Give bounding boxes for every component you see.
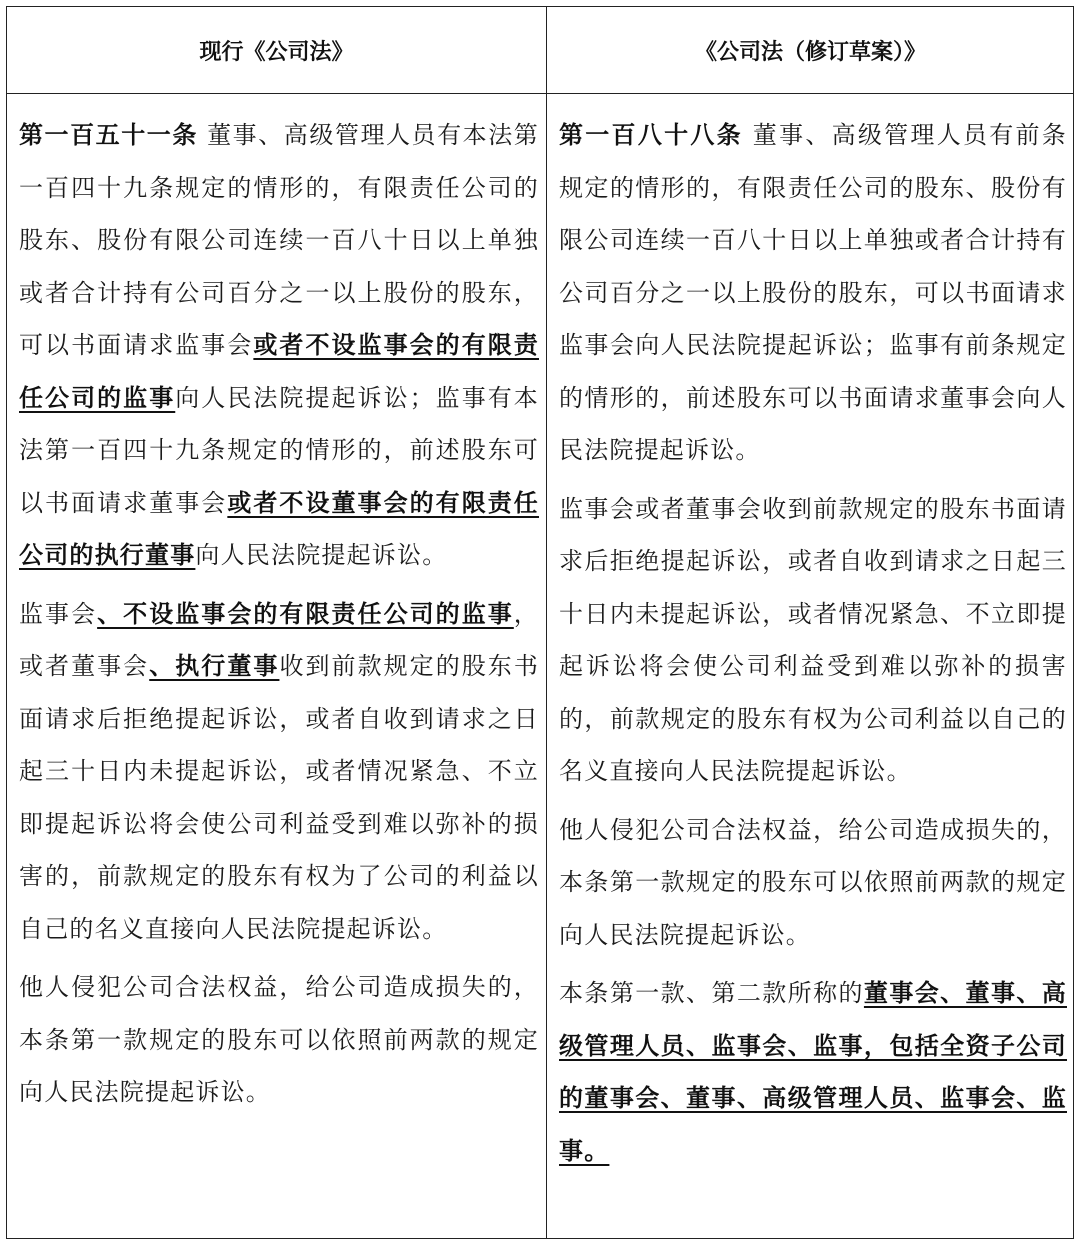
left-p1-highlight-1: 或者不设监事会的有限责任公司的监事 bbox=[19, 330, 539, 412]
draft-law-column bbox=[559, 109, 1067, 1183]
right-paragraph-2: 监事会或者董事会收到前款规定的股东书面请求后拒绝提起诉讼，或者自收到请求之日起三十日内未提起诉讼，或者情况紧急、不立即提起诉讼将会使公司利益受到难以弥补的损害的，前款规定的股东有权为公司利益以自己的名义直接向人民法院提起诉讼。 bbox=[559, 494, 1067, 785]
left-p2-text-1: 监事会 bbox=[19, 599, 98, 628]
left-p1-highlight-2: 或者不设董事会的有限责任公司的执行董事 bbox=[19, 487, 539, 569]
left-p2-highlight-1: 、不设监事会的有限责任公司的监事 bbox=[97, 598, 514, 628]
left-paragraph-3: 他人侵犯公司合法权益，给公司造成损失的，本条第一款规定的股东可以依照前两款的规定向人民法院提起诉讼。 bbox=[19, 973, 539, 1106]
right-article-number: 第一百八十八条 bbox=[559, 120, 743, 149]
table-header-row bbox=[7, 7, 1073, 94]
right-p1-text: 董事、高级管理人员有前条规定的情形的，有限责任公司的股东、股份有限公司连续一百八十日以上单独或者合计持有公司百分之一以上股份的股东，可以书面请求监事会向人民法院提起诉讼；监事有前条规定的情形的，前述股东可以书面请求董事会向人民法院提起诉讼。 bbox=[559, 121, 1067, 464]
left-p2-text-2: ，或者董事会 bbox=[19, 599, 539, 680]
right-p4-text: 本条第一款、第二款所称的 bbox=[559, 979, 864, 1007]
left-p1-text-2: 向人民法院提起诉讼；监事有本法第一百四十九条规定的情形的，前述股东可以书面请求董事会 bbox=[19, 383, 539, 517]
right-paragraph-1 bbox=[559, 109, 1067, 477]
column-divider bbox=[546, 7, 547, 1238]
comparison-table bbox=[6, 6, 1074, 1239]
left-paragraph-2 bbox=[19, 588, 539, 956]
left-article-number: 第一百五十一条 bbox=[19, 120, 198, 149]
left-p1-text-3: 向人民法院提起诉讼。 bbox=[195, 541, 448, 569]
right-paragraph-4 bbox=[559, 967, 1067, 1177]
right-p4-highlight: 董事会、董事、高级管理人员、监事会、监事，包括全资子公司的董事会、董事、高级管理人员、监事会、监事。 bbox=[559, 978, 1067, 1165]
left-paragraph-1 bbox=[19, 109, 539, 582]
header-draft-law: 《公司法（修订草案）》 bbox=[694, 38, 926, 65]
left-p1-text-1: 董事、高级管理人员有本法第一百四十九条规定的情形的，有限责任公司的股东、股份有限公司连续一百八十日以上单独或者合计持有公司百分之一以上股份的股东，可以书面请求监事会 bbox=[19, 121, 539, 359]
right-paragraph-3: 他人侵犯公司合法权益，给公司造成损失的，本条第一款规定的股东可以依照前两款的规定向人民法院提起诉讼。 bbox=[559, 815, 1067, 949]
current-law-column bbox=[19, 109, 539, 1125]
left-p2-highlight-2: 、执行董事 bbox=[149, 651, 280, 680]
header-current-law: 现行《公司法》 bbox=[199, 38, 354, 65]
left-p2-text-3: 收到前款规定的股东书面请求后拒绝提起诉讼，或者自收到请求之日起三十日内未提起诉讼，或者情况紧急、不立即提起诉讼将会使公司利益受到难以弥补的损害的，前款规定的股东有权为了公司的利益以自己的名义直接向人民法院提起诉讼。 bbox=[19, 652, 540, 943]
